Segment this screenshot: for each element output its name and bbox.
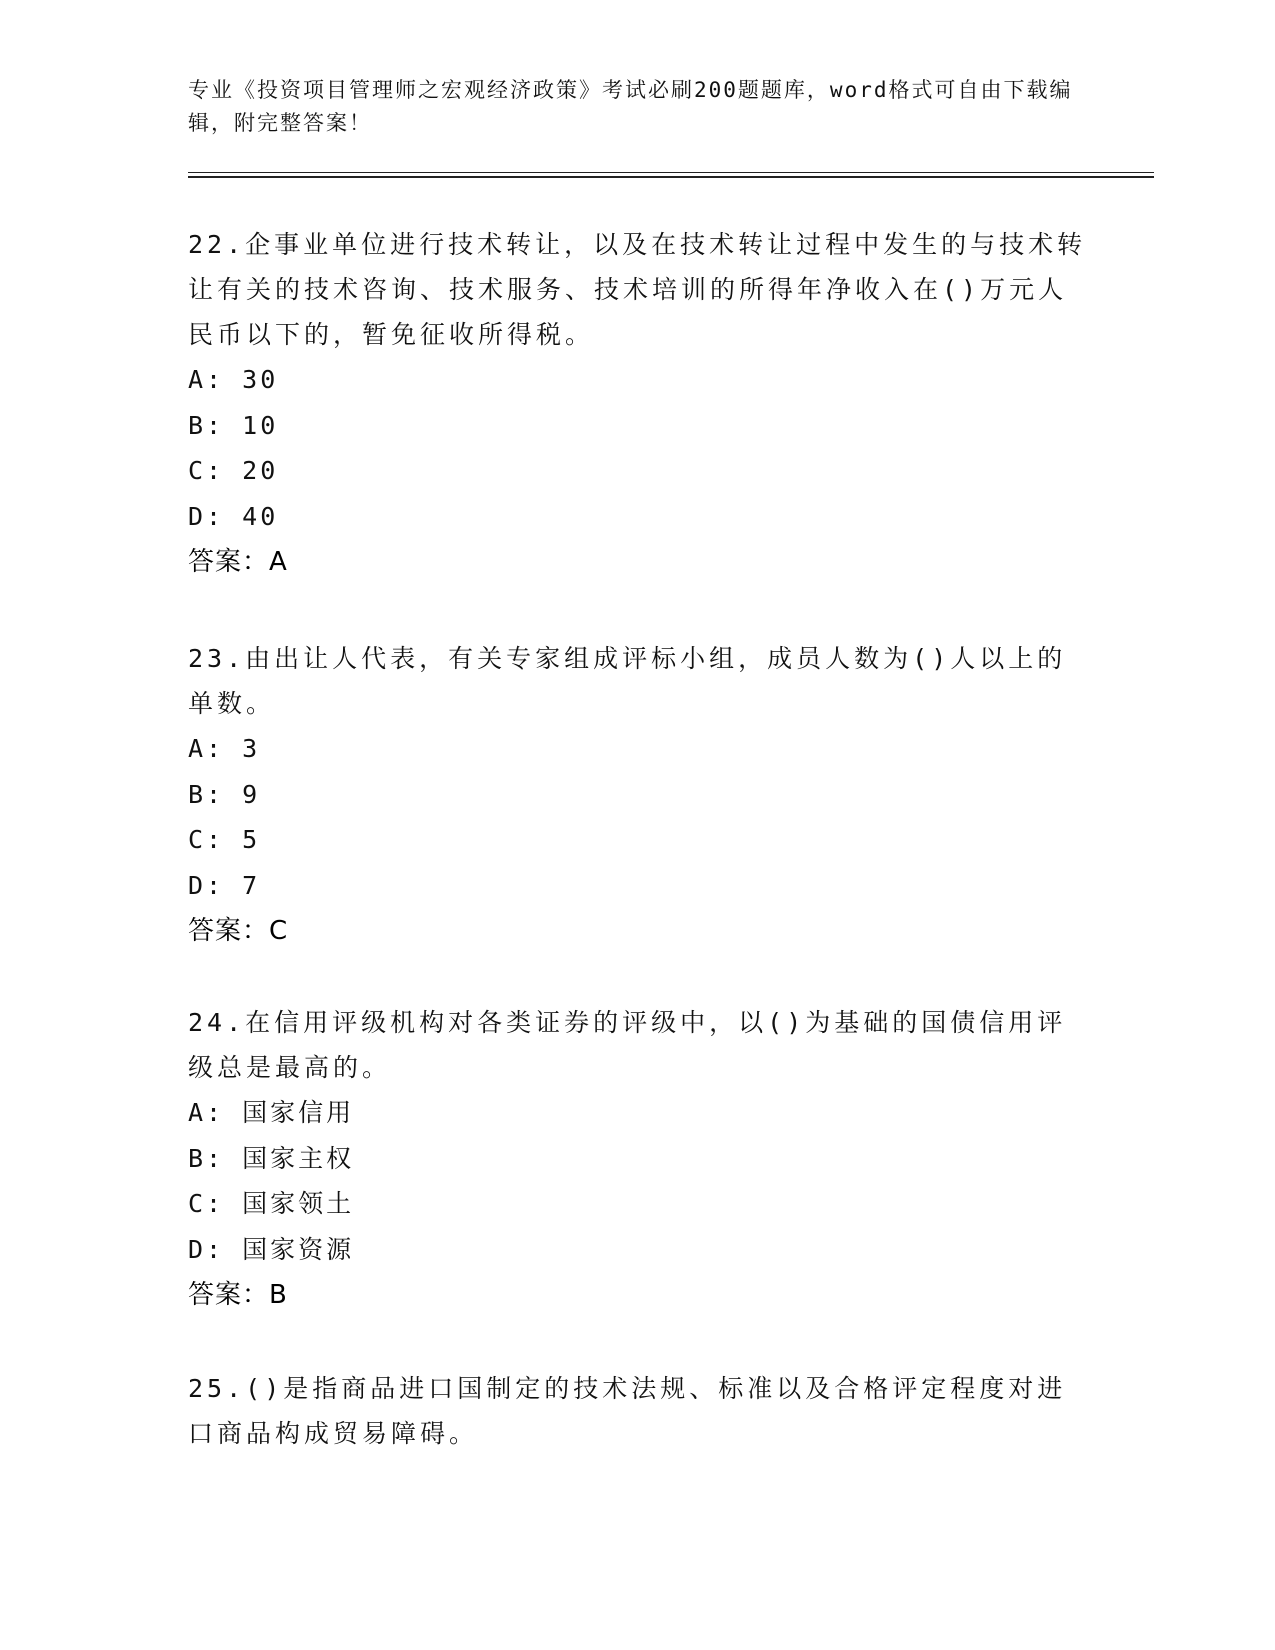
question-text: 23.由出让人代表，有关专家组成评标小组，成员人数为()人以上的单数。	[188, 644, 1067, 718]
header-divider-top	[188, 172, 1154, 173]
question-25	[188, 1366, 1088, 1456]
answer-line: 答案：B	[188, 1280, 288, 1310]
option-d: D: 40	[188, 501, 279, 531]
question-24	[188, 1000, 1088, 1318]
question-22	[188, 222, 1088, 585]
option-d: D: 7	[188, 870, 261, 900]
answer-line: 答案：A	[188, 547, 288, 577]
question-text: 25.()是指商品进口国制定的技术法规、标准以及合格评定程度对进口商品构成贸易障碍。	[188, 1374, 1067, 1448]
option-d: D: 国家资源	[188, 1234, 355, 1264]
answer-line: 答案：C	[188, 916, 289, 946]
document-header: 专业《投资项目管理师之宏观经济政策》考试必刷200题题库，word格式可自由下载编辑，附完整答案！	[188, 78, 1073, 135]
question-text: 22.企事业单位进行技术转让，以及在技术转让过程中发生的与技术转让有关的技术咨询、技术服务、技术培训的所得年净收入在()万元人民币以下的，暂免征收所得税。	[188, 230, 1087, 349]
header-divider-bottom	[188, 176, 1154, 178]
question-23	[188, 636, 1088, 954]
option-b: B: 9	[188, 779, 261, 809]
option-c: C: 20	[188, 456, 279, 485]
option-b: B: 10	[188, 410, 279, 440]
option-a: A: 30	[188, 365, 279, 394]
option-a: A: 国家信用	[188, 1098, 355, 1127]
option-a: A: 3	[188, 734, 261, 763]
option-c: C: 国家领土	[188, 1189, 355, 1218]
option-c: C: 5	[188, 825, 261, 854]
option-b: B: 国家主权	[188, 1143, 355, 1173]
question-text: 24.在信用评级机构对各类证券的评级中，以()为基础的国债信用评级总是最高的。	[188, 1008, 1067, 1082]
